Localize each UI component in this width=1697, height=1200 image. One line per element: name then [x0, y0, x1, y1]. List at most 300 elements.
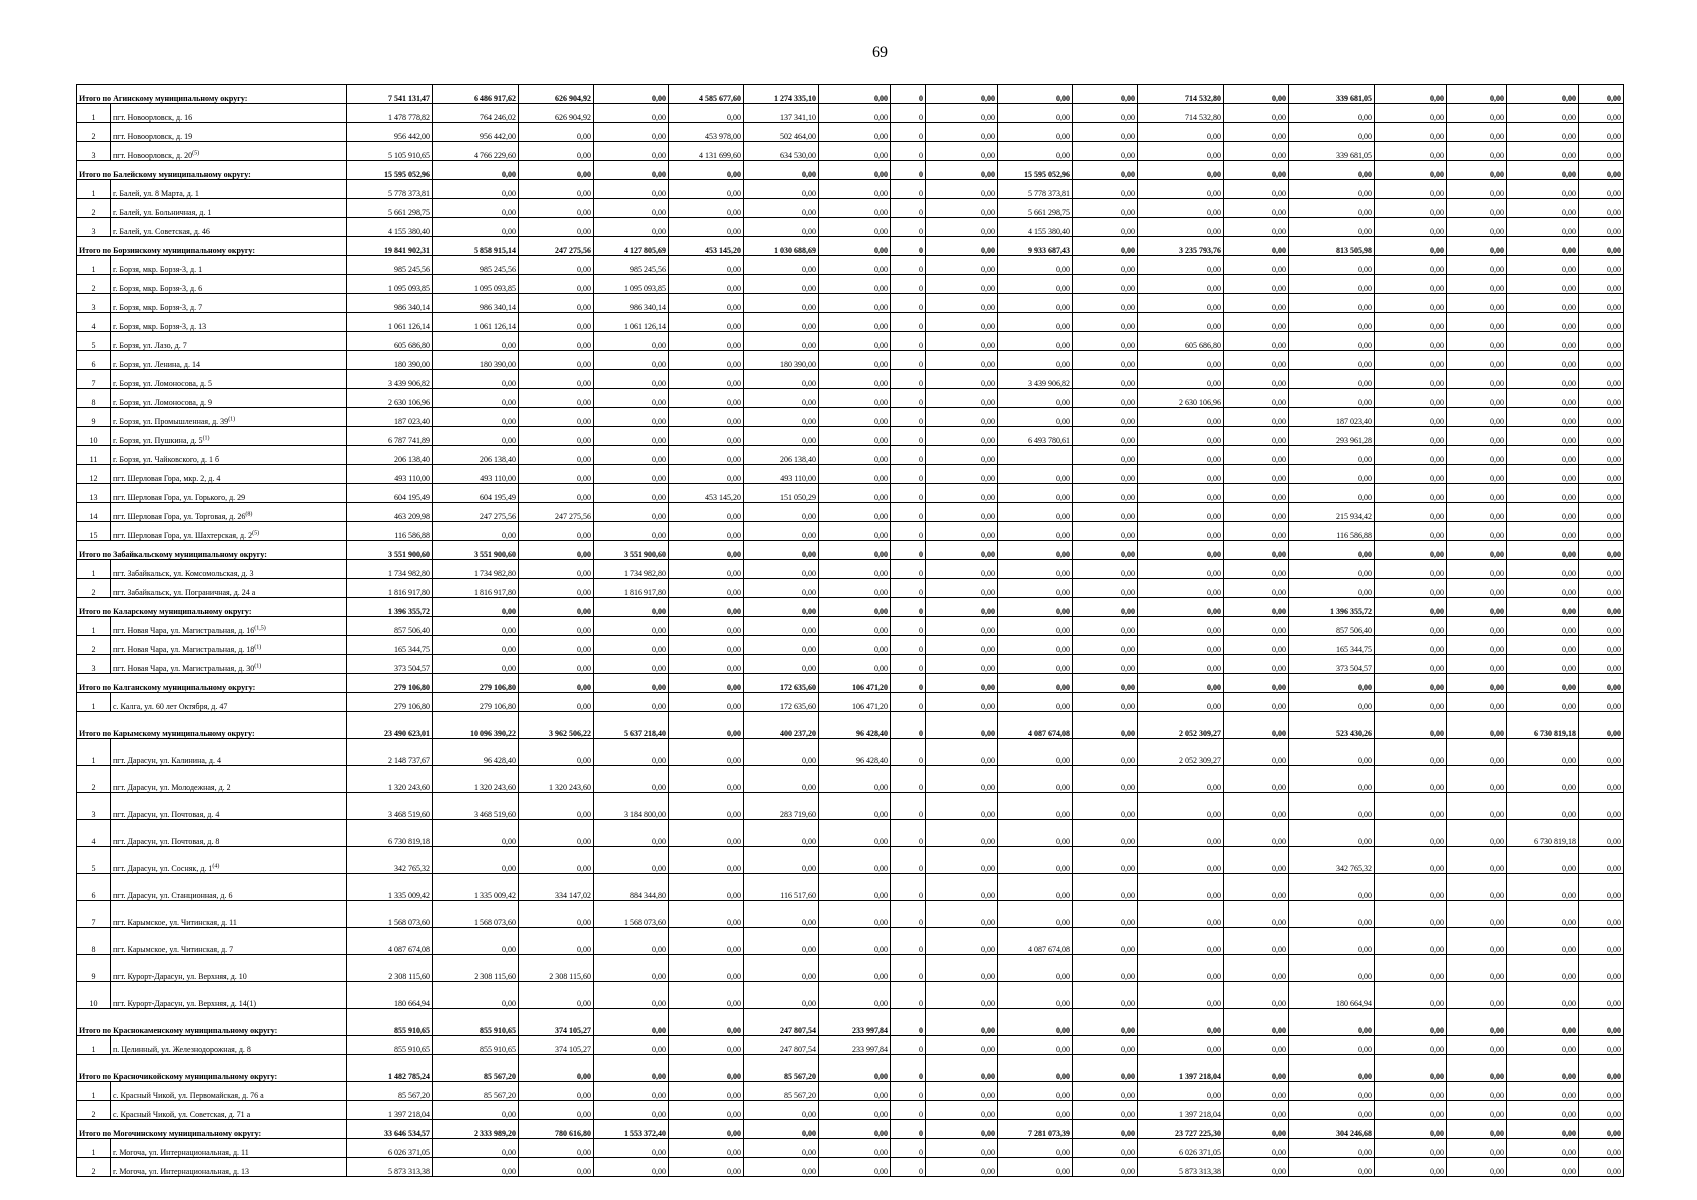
value-cell: 0,00 — [1375, 313, 1447, 332]
value-cell: 1 095 093,85 — [347, 275, 433, 294]
value-cell: 0,00 — [594, 617, 669, 636]
value-cell: 0,00 — [1447, 313, 1507, 332]
value-cell: 0,00 — [1579, 218, 1624, 237]
value-cell: 0,00 — [926, 142, 998, 161]
table-row — [77, 820, 1624, 847]
value-cell: 2 630 106,96 — [347, 389, 433, 408]
row-number: 1 — [77, 1139, 111, 1158]
value-cell: 0,00 — [594, 1036, 669, 1055]
row-number: 1 — [77, 617, 111, 636]
value-cell: 0,00 — [998, 256, 1073, 275]
value-cell: 0 — [891, 1158, 926, 1177]
value-cell: 0,00 — [1224, 1036, 1289, 1055]
value-cell: 0,00 — [1375, 351, 1447, 370]
value-cell: 0,00 — [1073, 389, 1138, 408]
value-cell: 985 245,56 — [347, 256, 433, 275]
value-cell: 0,00 — [1447, 598, 1507, 617]
value-cell: 0 — [891, 370, 926, 389]
value-cell: 2 333 989,20 — [433, 1120, 519, 1139]
value-cell: 0,00 — [594, 982, 669, 1009]
value-cell: 0,00 — [1447, 1082, 1507, 1101]
value-cell: 780 616,80 — [519, 1120, 594, 1139]
value-cell: 0,00 — [926, 1120, 998, 1139]
value-cell: 0,00 — [998, 142, 1073, 161]
value-cell: 0,00 — [1507, 446, 1579, 465]
value-cell: 0,00 — [1073, 199, 1138, 218]
value-cell: 0,00 — [519, 180, 594, 199]
value-cell: 0,00 — [519, 560, 594, 579]
value-cell: 0,00 — [819, 104, 891, 123]
value-cell: 0,00 — [1224, 370, 1289, 389]
value-cell: 0,00 — [926, 1158, 998, 1177]
value-cell: 0,00 — [819, 617, 891, 636]
address-cell — [111, 1036, 347, 1055]
value-cell: 0,00 — [1375, 1055, 1447, 1082]
value-cell: 0,00 — [1507, 1009, 1579, 1036]
value-cell: 0,00 — [998, 313, 1073, 332]
value-cell: 0,00 — [1138, 370, 1224, 389]
table-row — [77, 1036, 1624, 1055]
value-cell: 0,00 — [1289, 180, 1375, 199]
value-cell: 0,00 — [594, 370, 669, 389]
row-number: 5 — [77, 332, 111, 351]
table-row — [77, 427, 1624, 446]
row-number: 13 — [77, 484, 111, 503]
value-cell: 0,00 — [1073, 617, 1138, 636]
value-cell: 0,00 — [1375, 1139, 1447, 1158]
value-cell: 0,00 — [926, 484, 998, 503]
value-cell: 0,00 — [1447, 427, 1507, 446]
value-cell: 0,00 — [1447, 123, 1507, 142]
table-row — [77, 313, 1624, 332]
value-cell: 0,00 — [744, 636, 819, 655]
value-cell: 0,00 — [926, 85, 998, 104]
address-text: пгт. Дарасун, ул. Почтовая, д. 8 — [113, 837, 220, 846]
address-cell — [111, 793, 347, 820]
value-cell: 813 505,98 — [1289, 237, 1375, 256]
table-row — [77, 465, 1624, 484]
total-row — [77, 237, 1624, 256]
value-cell: 0,00 — [1447, 142, 1507, 161]
value-cell: 0,00 — [1224, 351, 1289, 370]
table-row — [77, 560, 1624, 579]
address-cell — [111, 351, 347, 370]
address-text: пгт. Новая Чара, ул. Магистральная, д. 16 — [113, 626, 255, 635]
footnote-marker: (8) — [245, 511, 253, 518]
value-cell: 0,00 — [1507, 294, 1579, 313]
table-row — [77, 332, 1624, 351]
value-cell: 0 — [891, 674, 926, 693]
address-cell — [111, 199, 347, 218]
value-cell: 0,00 — [1073, 332, 1138, 351]
row-number: 2 — [77, 579, 111, 598]
value-cell: 0,00 — [1138, 180, 1224, 199]
value-cell: 0,00 — [1447, 503, 1507, 522]
value-cell: 0,00 — [1289, 1082, 1375, 1101]
value-cell: 0,00 — [1073, 142, 1138, 161]
value-cell: 0 — [891, 180, 926, 199]
value-cell: 0,00 — [926, 199, 998, 218]
value-cell: 0,00 — [1375, 1036, 1447, 1055]
total-row — [77, 1120, 1624, 1139]
total-row — [77, 161, 1624, 180]
value-cell: 0,00 — [519, 1101, 594, 1120]
value-cell: 0,00 — [1289, 560, 1375, 579]
value-cell: 0,00 — [1507, 1082, 1579, 1101]
value-cell: 0,00 — [1507, 522, 1579, 541]
value-cell: 0,00 — [1138, 484, 1224, 503]
address-text: пгт. Забайкальск, ул. Комсомольская, д. 3 — [113, 569, 254, 578]
value-cell: 0 — [891, 693, 926, 712]
value-cell: 0 — [891, 199, 926, 218]
value-cell: 0,00 — [1579, 1082, 1624, 1101]
value-cell: 0,00 — [1579, 389, 1624, 408]
value-cell: 0,00 — [1579, 294, 1624, 313]
address-cell — [111, 275, 347, 294]
value-cell: 0,00 — [1224, 928, 1289, 955]
address-text: пгт. Шерловая Гора, мкр. 2, д. 4 — [113, 474, 221, 483]
value-cell: 206 138,40 — [744, 446, 819, 465]
value-cell: 0,00 — [744, 313, 819, 332]
value-cell: 453 145,20 — [669, 237, 744, 256]
value-cell: 0,00 — [744, 617, 819, 636]
address-text: г. Балей, ул. 8 Марта, д. 1 — [113, 189, 199, 198]
value-cell: 0,00 — [1447, 982, 1507, 1009]
value-cell: 0 — [891, 465, 926, 484]
value-cell: 3 468 519,60 — [347, 793, 433, 820]
district-total-label: Итого по Могочинскому муниципальному округу: — [77, 1120, 347, 1139]
table-row — [77, 793, 1624, 820]
value-cell: 0,00 — [744, 598, 819, 617]
value-cell: 0,00 — [1579, 901, 1624, 928]
value-cell: 0,00 — [1073, 351, 1138, 370]
value-cell: 0,00 — [744, 161, 819, 180]
address-text: пгт. Дарасун, ул. Молодежная, д. 2 — [113, 783, 231, 792]
row-number: 2 — [77, 766, 111, 793]
value-cell: 5 873 313,38 — [1138, 1158, 1224, 1177]
value-cell: 0,00 — [1579, 522, 1624, 541]
value-cell: 0,00 — [519, 199, 594, 218]
table-row — [77, 275, 1624, 294]
value-cell: 0,00 — [1447, 928, 1507, 955]
value-cell: 0,00 — [998, 389, 1073, 408]
address-text: пгт. Дарасун, ул. Сосняк, д. 1 — [113, 864, 213, 873]
value-cell: 151 050,29 — [744, 484, 819, 503]
value-cell: 0,00 — [1073, 955, 1138, 982]
value-cell: 0,00 — [819, 522, 891, 541]
row-number: 2 — [77, 636, 111, 655]
value-cell: 0,00 — [1447, 655, 1507, 674]
value-cell: 0,00 — [1138, 982, 1224, 1009]
value-cell: 0,00 — [1507, 1139, 1579, 1158]
table-row — [77, 982, 1624, 1009]
value-cell: 0,00 — [594, 636, 669, 655]
value-cell: 0,00 — [998, 275, 1073, 294]
table-row — [77, 1139, 1624, 1158]
address-text: г. Борзя, мкр. Борзя-3, д. 7 — [113, 303, 203, 312]
value-cell: 0,00 — [1447, 874, 1507, 901]
value-cell: 0,00 — [1375, 389, 1447, 408]
value-cell: 0 — [891, 332, 926, 351]
value-cell: 4 155 380,40 — [998, 218, 1073, 237]
footnote-marker: (1) — [202, 435, 210, 442]
value-cell: 0,00 — [819, 1101, 891, 1120]
value-cell: 0,00 — [594, 351, 669, 370]
value-cell: 0,00 — [1507, 351, 1579, 370]
table-row — [77, 408, 1624, 427]
value-cell: 0,00 — [594, 484, 669, 503]
value-cell: 0,00 — [744, 1139, 819, 1158]
value-cell: 0,00 — [1289, 313, 1375, 332]
value-cell: 0,00 — [1507, 793, 1579, 820]
value-cell: 106 471,20 — [819, 693, 891, 712]
value-cell: 0,00 — [594, 928, 669, 955]
value-cell: 1 061 126,14 — [347, 313, 433, 332]
value-cell: 0,00 — [1289, 161, 1375, 180]
value-cell: 0,00 — [519, 1158, 594, 1177]
value-cell: 0,00 — [819, 123, 891, 142]
address-text: пгт. Новая Чара, ул. Магистральная, д. 30 — [113, 664, 255, 673]
value-cell: 0,00 — [998, 503, 1073, 522]
value-cell: 0,00 — [1447, 237, 1507, 256]
row-number: 9 — [77, 955, 111, 982]
value-cell: 0,00 — [819, 901, 891, 928]
value-cell: 0,00 — [1224, 85, 1289, 104]
value-cell: 0,00 — [433, 522, 519, 541]
value-cell: 0,00 — [819, 389, 891, 408]
total-row — [77, 712, 1624, 739]
value-cell: 0,00 — [1138, 636, 1224, 655]
value-cell: 0,00 — [926, 674, 998, 693]
value-cell: 0,00 — [1073, 901, 1138, 928]
value-cell: 0,00 — [669, 1158, 744, 1177]
row-number: 1 — [77, 256, 111, 275]
value-cell: 0,00 — [1224, 901, 1289, 928]
value-cell: 0,00 — [669, 370, 744, 389]
value-cell: 0,00 — [744, 332, 819, 351]
value-cell: 0,00 — [819, 256, 891, 275]
value-cell: 0,00 — [819, 427, 891, 446]
value-cell: 0,00 — [926, 693, 998, 712]
value-cell: 0,00 — [926, 446, 998, 465]
value-cell: 0,00 — [433, 1139, 519, 1158]
value-cell: 0,00 — [594, 104, 669, 123]
value-cell: 0,00 — [1579, 85, 1624, 104]
address-cell — [111, 766, 347, 793]
value-cell: 0,00 — [1224, 161, 1289, 180]
value-cell: 0,00 — [519, 446, 594, 465]
address-text: пгт. Новоорловск, д. 19 — [113, 132, 193, 141]
value-cell: 0,00 — [998, 332, 1073, 351]
table-row — [77, 693, 1624, 712]
row-number: 9 — [77, 408, 111, 427]
district-total-label: Итого по Калганскому муниципальному округу: — [77, 674, 347, 693]
value-cell: 0,00 — [1579, 446, 1624, 465]
value-cell: 0,00 — [519, 636, 594, 655]
table-row — [77, 503, 1624, 522]
value-cell: 0,00 — [998, 1158, 1073, 1177]
value-cell: 0,00 — [1138, 313, 1224, 332]
value-cell: 0,00 — [926, 579, 998, 598]
value-cell: 0,00 — [1224, 522, 1289, 541]
value-cell: 3 235 793,76 — [1138, 237, 1224, 256]
value-cell: 0,00 — [998, 560, 1073, 579]
row-number: 6 — [77, 351, 111, 370]
value-cell: 0,00 — [1224, 256, 1289, 275]
table-row — [77, 766, 1624, 793]
value-cell: 0,00 — [519, 541, 594, 560]
value-cell: 0,00 — [519, 693, 594, 712]
value-cell: 0,00 — [594, 218, 669, 237]
value-cell: 0,00 — [433, 161, 519, 180]
value-cell: 0,00 — [1375, 693, 1447, 712]
value-cell: 0,00 — [1138, 560, 1224, 579]
value-cell: 0,00 — [1289, 199, 1375, 218]
value-cell: 0,00 — [744, 1101, 819, 1120]
value-cell: 1 734 982,80 — [433, 560, 519, 579]
value-cell: 1 478 778,82 — [347, 104, 433, 123]
value-cell: 0,00 — [744, 820, 819, 847]
value-cell: 2 148 737,67 — [347, 739, 433, 766]
table-row — [77, 739, 1624, 766]
value-cell: 0,00 — [819, 636, 891, 655]
value-cell: 0,00 — [669, 766, 744, 793]
value-cell: 0,00 — [1073, 982, 1138, 1009]
value-cell: 0,00 — [1138, 874, 1224, 901]
value-cell: 0,00 — [744, 218, 819, 237]
value-cell: 0,00 — [998, 465, 1073, 484]
value-cell: 453 978,00 — [669, 123, 744, 142]
value-cell: 0,00 — [926, 874, 998, 901]
value-cell: 0,00 — [1447, 674, 1507, 693]
value-cell: 0 — [891, 389, 926, 408]
value-cell: 634 530,00 — [744, 142, 819, 161]
value-cell: 1 568 073,60 — [594, 901, 669, 928]
value-cell: 0,00 — [819, 982, 891, 1009]
value-cell: 0 — [891, 739, 926, 766]
row-number: 3 — [77, 142, 111, 161]
value-cell: 0,00 — [1447, 522, 1507, 541]
value-cell: 0,00 — [669, 955, 744, 982]
value-cell: 0,00 — [1507, 503, 1579, 522]
value-cell: 0,00 — [1289, 104, 1375, 123]
value-cell: 0,00 — [1289, 294, 1375, 313]
value-cell: 0,00 — [1289, 901, 1375, 928]
value-cell: 293 961,28 — [1289, 427, 1375, 446]
address-text: с. Красный Чикой, ул. Первомайская, д. 76 а — [113, 1091, 264, 1100]
value-cell: 0,00 — [1073, 1120, 1138, 1139]
value-cell: 0,00 — [1579, 142, 1624, 161]
value-cell: 1 061 126,14 — [594, 313, 669, 332]
value-cell: 0,00 — [998, 874, 1073, 901]
value-cell: 0,00 — [594, 820, 669, 847]
value-cell: 0,00 — [1375, 1158, 1447, 1177]
value-cell: 0,00 — [433, 427, 519, 446]
value-cell: 0,00 — [926, 541, 998, 560]
value-cell: 0,00 — [669, 1055, 744, 1082]
value-cell: 1 396 355,72 — [1289, 598, 1375, 617]
value-cell: 0,00 — [819, 351, 891, 370]
value-cell: 0,00 — [1447, 370, 1507, 389]
footnote-marker: (1) — [228, 416, 236, 423]
value-cell: 0,00 — [926, 712, 998, 739]
district-total-label: Итого по Карымскому муниципальному округу: — [77, 712, 347, 739]
value-cell: 0,00 — [998, 1082, 1073, 1101]
value-cell: 0,00 — [819, 541, 891, 560]
value-cell: 0,00 — [926, 793, 998, 820]
value-cell: 0,00 — [998, 294, 1073, 313]
value-cell: 0,00 — [1073, 793, 1138, 820]
value-cell: 0,00 — [519, 142, 594, 161]
value-cell: 0,00 — [926, 1139, 998, 1158]
value-cell: 0,00 — [1138, 820, 1224, 847]
value-cell: 0,00 — [1224, 982, 1289, 1009]
footnote-marker: (5) — [252, 530, 260, 537]
value-cell: 279 106,80 — [433, 674, 519, 693]
value-cell: 0,00 — [1447, 484, 1507, 503]
value-cell: 373 504,57 — [347, 655, 433, 674]
value-cell: 0,00 — [926, 617, 998, 636]
value-cell: 23 727 225,30 — [1138, 1120, 1224, 1139]
address-cell — [111, 218, 347, 237]
value-cell: 0,00 — [519, 370, 594, 389]
value-cell: 0,00 — [1375, 739, 1447, 766]
value-cell: 0,00 — [669, 1101, 744, 1120]
value-cell: 0,00 — [1224, 739, 1289, 766]
value-cell: 0,00 — [519, 427, 594, 446]
value-cell: 0,00 — [1579, 693, 1624, 712]
value-cell: 0,00 — [926, 427, 998, 446]
table-row — [77, 901, 1624, 928]
value-cell: 0,00 — [669, 712, 744, 739]
value-cell: 0,00 — [1073, 408, 1138, 427]
value-cell: 0,00 — [926, 256, 998, 275]
value-cell: 0,00 — [926, 982, 998, 1009]
value-cell: 0,00 — [926, 275, 998, 294]
value-cell: 0,00 — [1289, 218, 1375, 237]
row-number: 3 — [77, 793, 111, 820]
value-cell: 0,00 — [1507, 237, 1579, 256]
value-cell: 373 504,57 — [1289, 655, 1375, 674]
value-cell: 0,00 — [1138, 541, 1224, 560]
table-row — [77, 928, 1624, 955]
value-cell: 493 110,00 — [347, 465, 433, 484]
value-cell: 0,00 — [998, 655, 1073, 674]
value-cell: 0,00 — [1375, 275, 1447, 294]
value-cell: 342 765,32 — [1289, 847, 1375, 874]
table-row — [77, 389, 1624, 408]
value-cell: 0,00 — [744, 294, 819, 313]
value-cell: 0,00 — [669, 598, 744, 617]
value-cell: 493 110,00 — [433, 465, 519, 484]
value-cell: 0,00 — [1224, 123, 1289, 142]
value-cell: 0,00 — [998, 766, 1073, 793]
value-cell: 0,00 — [1579, 256, 1624, 275]
value-cell: 279 106,80 — [433, 693, 519, 712]
value-cell: 0,00 — [669, 199, 744, 218]
value-cell: 0,00 — [926, 847, 998, 874]
value-cell: 0,00 — [1507, 332, 1579, 351]
value-cell: 4 087 674,08 — [998, 928, 1073, 955]
table-row — [77, 446, 1624, 465]
value-cell: 0,00 — [1375, 674, 1447, 693]
table-row — [77, 874, 1624, 901]
value-cell: 605 686,80 — [347, 332, 433, 351]
row-number: 1 — [77, 180, 111, 199]
value-cell: 9 933 687,43 — [998, 237, 1073, 256]
value-cell: 0,00 — [1138, 256, 1224, 275]
value-cell: 0,00 — [926, 1101, 998, 1120]
